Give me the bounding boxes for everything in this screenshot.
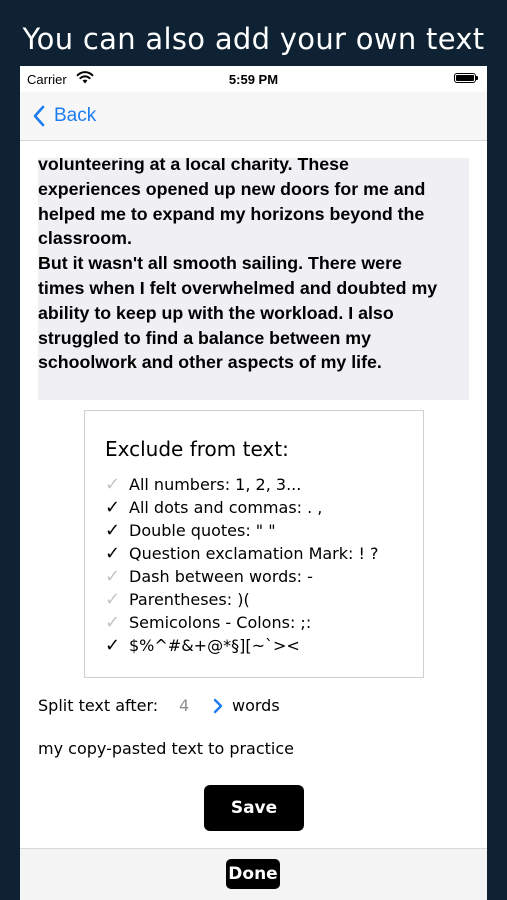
battery-icon <box>454 73 476 83</box>
exclude-option-label: All dots and commas: . , <box>129 498 323 517</box>
exclude-option-label: Dash between words: - <box>129 567 313 586</box>
split-word-count: 4 <box>179 696 190 715</box>
checkmark-icon: ✓ <box>105 474 121 495</box>
exclude-option-label: Parentheses: )( <box>129 590 250 609</box>
exclude-option[interactable] <box>105 542 379 565</box>
checkmark-icon: ✓ <box>105 543 121 564</box>
exclude-title: Exclude from text: <box>105 437 289 461</box>
split-label: Split text after: <box>38 696 159 715</box>
status-bar <box>20 66 487 92</box>
exclude-option-label: Double quotes: " " <box>129 521 276 540</box>
exclude-option[interactable] <box>105 634 379 657</box>
phone-screen <box>20 66 487 900</box>
navigation-bar <box>20 92 487 141</box>
save-button[interactable]: Save <box>204 785 304 831</box>
exclude-option-label: Question exclamation Mark: ! ? <box>129 544 379 563</box>
promo-headline: You can also add your own text <box>22 22 485 56</box>
chevron-left-icon <box>32 105 46 127</box>
back-button[interactable] <box>32 104 96 128</box>
checkmark-icon: ✓ <box>105 635 121 656</box>
back-button-label: Back <box>54 105 97 126</box>
exclude-option[interactable] <box>105 588 379 611</box>
keyboard-toolbar <box>20 848 487 900</box>
custom-text-input[interactable] <box>38 736 469 760</box>
exclude-option[interactable] <box>105 611 379 634</box>
chevron-right-icon[interactable] <box>210 697 226 715</box>
exclude-option-label: All numbers: 1, 2, 3... <box>129 475 302 494</box>
exclude-option[interactable] <box>105 565 379 588</box>
checkmark-icon: ✓ <box>105 589 121 610</box>
clock-label: 5:59 PM <box>228 72 279 87</box>
exclude-option[interactable] <box>105 473 379 496</box>
text-editor-content: volunteering at a local charity. These experiences opened up new doors for me and helped me to expand my horizons beyond the classroom. But it wasn't all smooth sailing. There were times when I felt overwhelmed and doubted my ability to keep up with the workload. I also struggled to find a balance between my schoolwork and other aspects of my life. <box>38 158 438 373</box>
checkmark-icon: ✓ <box>105 566 121 587</box>
checkmark-icon: ✓ <box>105 520 121 541</box>
split-setting-row <box>38 694 469 718</box>
exclude-option-label: $%^#&+@*§][~`>< <box>129 636 300 655</box>
checkmark-icon: ✓ <box>105 497 121 518</box>
exclude-list <box>105 473 379 657</box>
carrier-label: Carrier <box>27 72 67 87</box>
text-editor[interactable] <box>38 158 469 400</box>
exclude-options-panel <box>84 410 424 678</box>
exclude-option[interactable] <box>105 496 379 519</box>
split-unit-label: words <box>232 696 280 715</box>
exclude-option[interactable] <box>105 519 379 542</box>
done-button[interactable]: Done <box>226 859 280 889</box>
checkmark-icon: ✓ <box>105 612 121 633</box>
exclude-option-label: Semicolons - Colons: ;: <box>129 613 312 632</box>
